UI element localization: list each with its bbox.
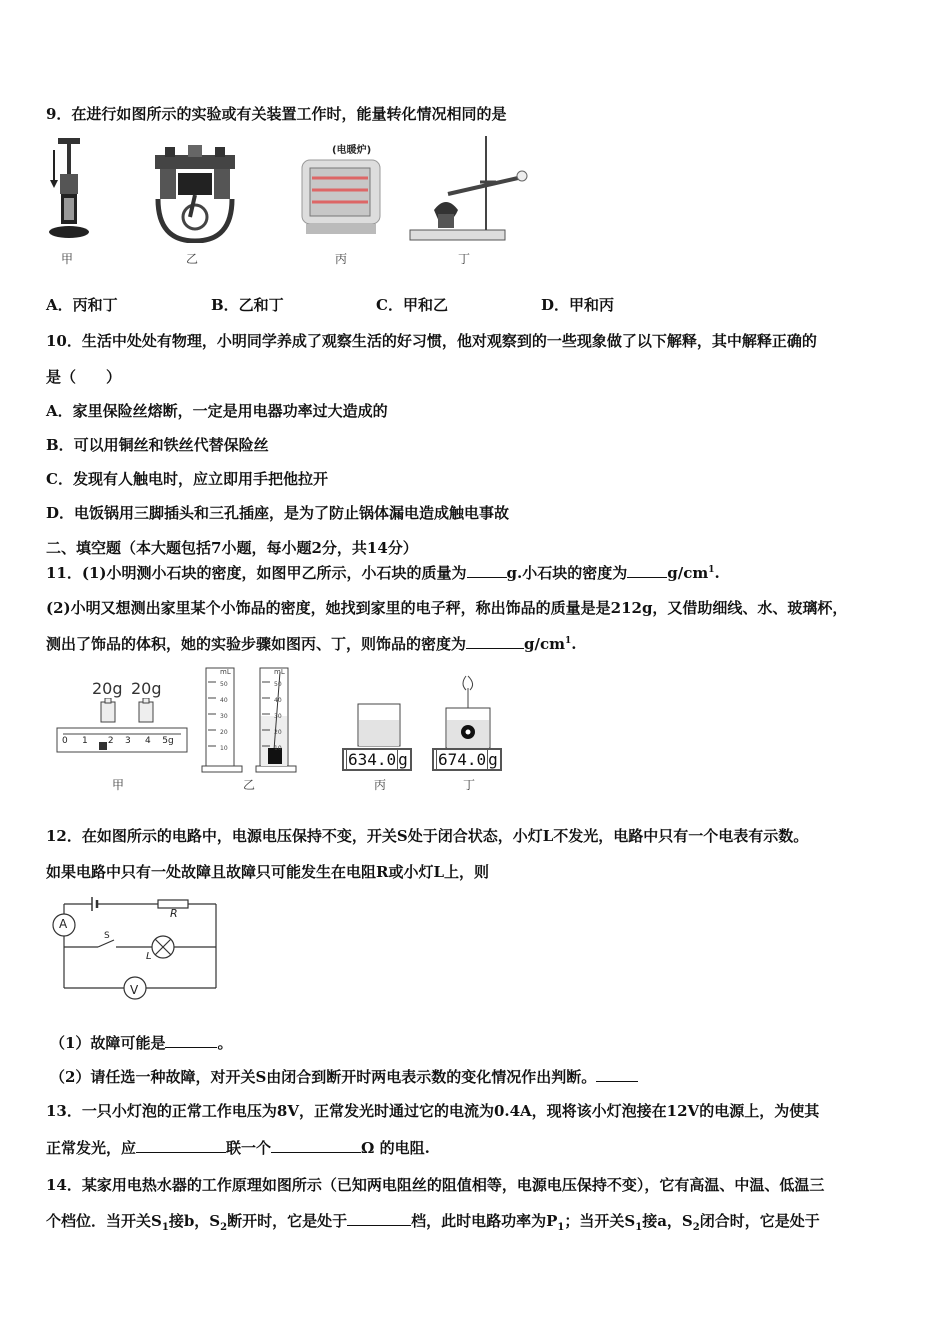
q10-option-b[interactable]: B．可以用铜丝和铁丝代替保险丝	[46, 436, 269, 454]
q10-option-d[interactable]: D．电饭锅用三脚插头和三孔插座，是为了防止锅体漏电造成触电事故	[46, 504, 510, 522]
switch-label: S	[104, 931, 110, 941]
beaker-with-ornament	[432, 674, 504, 750]
q11-line-2: (2)小明又想测出家里某个小饰品的密度，她找到家里的电子秤，称出饰品的质量是是212g，又借助细线、水、玻璃杯，	[46, 599, 848, 617]
pump-figure	[44, 132, 94, 247]
voltmeter-label: V	[130, 983, 139, 997]
q9-option-d[interactable]: D．甲和丙	[541, 296, 615, 314]
q9-option-b[interactable]: B．乙和丁	[211, 296, 284, 314]
cyl-unit-1: mL	[220, 668, 231, 676]
heater-label: (电暖炉)	[332, 145, 372, 156]
q10-option-a[interactable]: A．家里保险丝熔断，一定是用电器功率过大造成的	[46, 402, 388, 420]
q12-line-1: 12．在如图所示的电路中，电源电压保持不变，开关S处于闭合状态，小灯L不发光，电路中只有一个电表有示数。	[46, 827, 809, 845]
q10-option-c[interactable]: C．发现有人触电时，应立即用手把他拉开	[46, 470, 328, 488]
q13-line-1: 13．一只小灯泡的正常工作电压为8V，正常发光时通过它的电流为0.4A，现将该小灯泡接在12V的电源上，为使其	[46, 1102, 820, 1120]
q11-blank-ornament-density[interactable]	[466, 634, 524, 649]
resistor-label: R	[170, 907, 178, 920]
weight-label-1: 20g	[92, 679, 123, 698]
q10-stem-2: 是（ ）	[46, 368, 122, 386]
q12-blank-judgement[interactable]	[596, 1067, 638, 1082]
cyl-unit-2: mL	[274, 668, 285, 676]
q9-option-a[interactable]: A．丙和丁	[46, 296, 118, 314]
beaker-on-scale	[342, 700, 404, 748]
q10-stem-1: 10．生活中处处有物理，小明同学养成了观察生活的好习惯，他对观察到的一些现象做了以下解释，其中解释正确的	[46, 332, 817, 350]
test-tube-figure	[408, 134, 538, 246]
scale-ticks: 0 1 2 3 4 5g	[62, 736, 174, 746]
q9-label-bing: 丙	[335, 252, 348, 266]
q12-line-2: 如果电路中只有一处故障且故障只可能发生在电阻R或小灯L上，则	[46, 863, 490, 881]
q11-blank-mass[interactable]	[467, 563, 507, 578]
q11-label-ding: 丁	[463, 778, 476, 792]
q14-line-1: 14．某家用电热水器的工作原理如图所示（已知两电阻丝的阻值相等，电源电压保持不变），它有高温、中温、低温三	[46, 1176, 825, 1194]
weight-label-2: 20g	[131, 679, 162, 698]
cylinders-figure	[200, 666, 300, 776]
lamp-label: L	[146, 951, 152, 962]
q9-option-c[interactable]: C．甲和乙	[376, 296, 448, 314]
q12-part-1: （1）故障可能是 。	[50, 1034, 233, 1052]
q11-label-bing: 丙	[374, 778, 387, 792]
q12-part-2: （2）请任选一种故障，对开关S由闭合到断开时两电表示数的变化情况作出判断。	[50, 1066, 638, 1087]
q11-line-1: 11．(1)小明测小石块的密度，如图甲乙所示，小石块的质量为 g.小石块的密度为 $g/cm^1$.	[46, 564, 720, 582]
q11-label-yi: 乙	[243, 778, 256, 792]
scale-display-ding: 674.0 g	[432, 748, 502, 771]
q11-blank-density[interactable]	[627, 563, 667, 578]
q13-line-2: 正常发光，应 联一个 Ω 的电阻.	[46, 1139, 430, 1157]
engine-figure	[150, 145, 240, 243]
q9-label-yi: 乙	[186, 252, 199, 266]
section-heading: 二、填空题（本大题包括7小题，每小题2分，共14分）	[46, 539, 418, 557]
ammeter-label: A	[59, 917, 68, 931]
q11-label-jia: 甲	[112, 778, 125, 792]
q14-line-2: 个档位．当开关$S_1$接b，$S_2$断开时，它是处于 档，此时电路功率为$P_1$；当开关$S_1$接a，$S_2$闭合时，它是处于	[46, 1212, 820, 1233]
q9-stem: 9．在进行如图所示的实验或有关装置工作时，能量转化情况相同的是	[46, 105, 507, 123]
cyl-ticks-1: 50 40 30 20 10	[220, 681, 228, 752]
q11-line-3: 测出了饰品的体积，她的实验步骤如图丙、丁，则饰品的密度为 $g/cm^1$.	[46, 635, 577, 653]
q14-blank-level[interactable]	[347, 1211, 411, 1226]
q9-label-ding: 丁	[458, 252, 471, 266]
heater-figure	[300, 156, 384, 242]
q9-label-jia: 甲	[61, 252, 74, 266]
scale-display-bing: 634.0 g	[342, 748, 412, 771]
q13-blank-resistance[interactable]	[271, 1138, 361, 1153]
q12-blank-fault[interactable]	[165, 1033, 217, 1048]
cyl-ticks-2: 50 40 30 20 10	[274, 681, 282, 752]
q13-blank-connection[interactable]	[136, 1138, 226, 1153]
